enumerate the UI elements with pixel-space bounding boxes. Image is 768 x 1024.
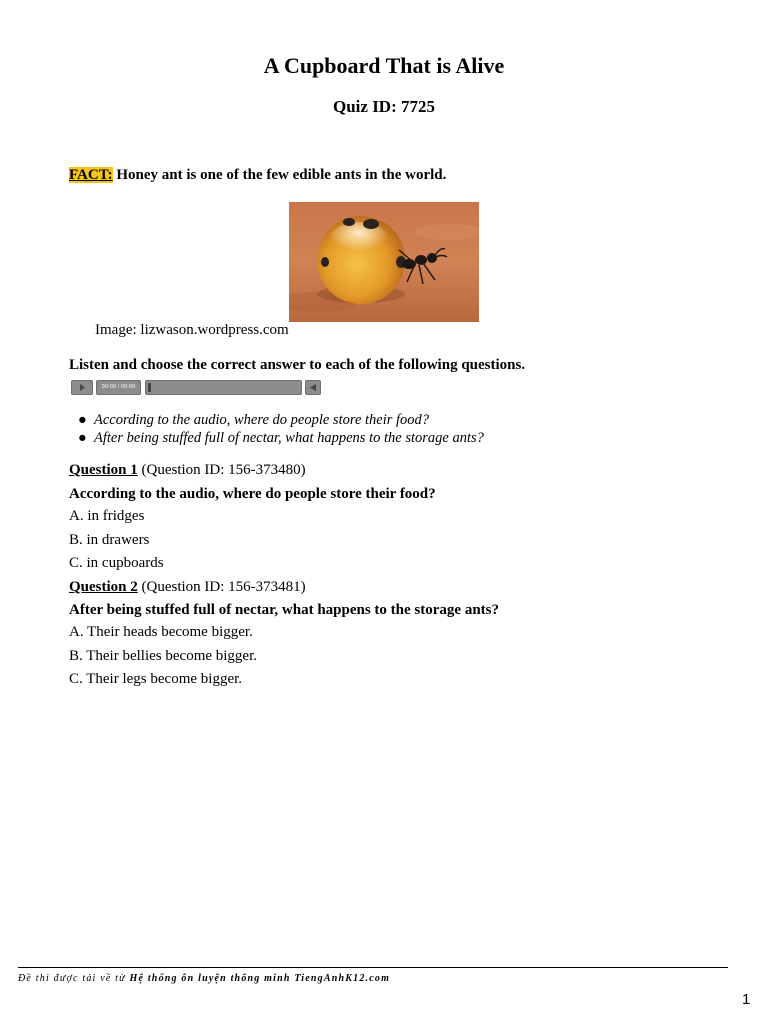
footer-prefix: Đề thi được tải về từ: [18, 973, 130, 984]
honey-ant-image: [289, 202, 479, 322]
question-2-header: [69, 579, 306, 596]
volume-icon: [306, 381, 320, 394]
bullet-icon: ●: [78, 430, 87, 446]
fact-line: [69, 167, 446, 184]
page-number: 1: [742, 991, 751, 1008]
question-2-option-c[interactable]: C. Their legs become bigger.: [69, 671, 243, 687]
bullet-icon: ●: [78, 412, 87, 428]
question-1-text: According to the audio, where do people store their food?: [69, 486, 436, 502]
question-1-header: [69, 462, 306, 479]
question-2-text: After being stuffed full of nectar, what happens to the storage ants?: [69, 602, 499, 618]
question-2-option-a[interactable]: A. Their heads become bigger.: [69, 624, 253, 640]
play-button[interactable]: [71, 380, 93, 395]
question-2-label: Question 2: [69, 579, 138, 595]
fact-text: Honey ant is one of the few edible ants in the world.: [112, 167, 447, 183]
question-1-id: (Question ID: 156-373480): [137, 462, 306, 478]
audio-player: [71, 380, 321, 395]
bullet-list: [78, 411, 484, 447]
page-title: A Cupboard That is Alive: [263, 53, 505, 78]
question-1-option-a[interactable]: A. in fridges: [69, 508, 145, 524]
image-caption: Image: lizwason.wordpress.com: [95, 322, 289, 338]
question-1-label: Question 1: [69, 462, 138, 478]
question-2-id: (Question ID: 156-373481): [137, 579, 306, 595]
question-1-option-c[interactable]: C. in cupboards: [69, 555, 164, 571]
audio-time: 00:00 / 00:00: [96, 380, 141, 395]
question-1-option-b[interactable]: B. in drawers: [69, 532, 150, 548]
footer-site: Hệ thống ôn luyện thông minh TiengAnhK12.com: [129, 973, 391, 984]
progress-handle[interactable]: [148, 383, 151, 392]
quiz-id: Quiz ID: 7725: [333, 97, 435, 116]
list-item: ● According to the audio, where do people store their food?: [78, 412, 430, 428]
honey-ant-photo: [289, 202, 479, 322]
question-2-option-b[interactable]: B. Their bellies become bigger.: [69, 648, 258, 664]
instruction-text: Listen and choose the correct answer to each of the following questions.: [69, 357, 526, 373]
footer-divider: [18, 967, 728, 968]
list-item: ● After being stuffed full of nectar, what happens to the storage ants?: [78, 430, 484, 446]
footer-text: [18, 973, 390, 984]
volume-button[interactable]: [305, 380, 321, 395]
audio-progress-bar[interactable]: [145, 380, 302, 395]
fact-label: FACT:: [69, 167, 113, 183]
play-icon: [72, 381, 92, 394]
